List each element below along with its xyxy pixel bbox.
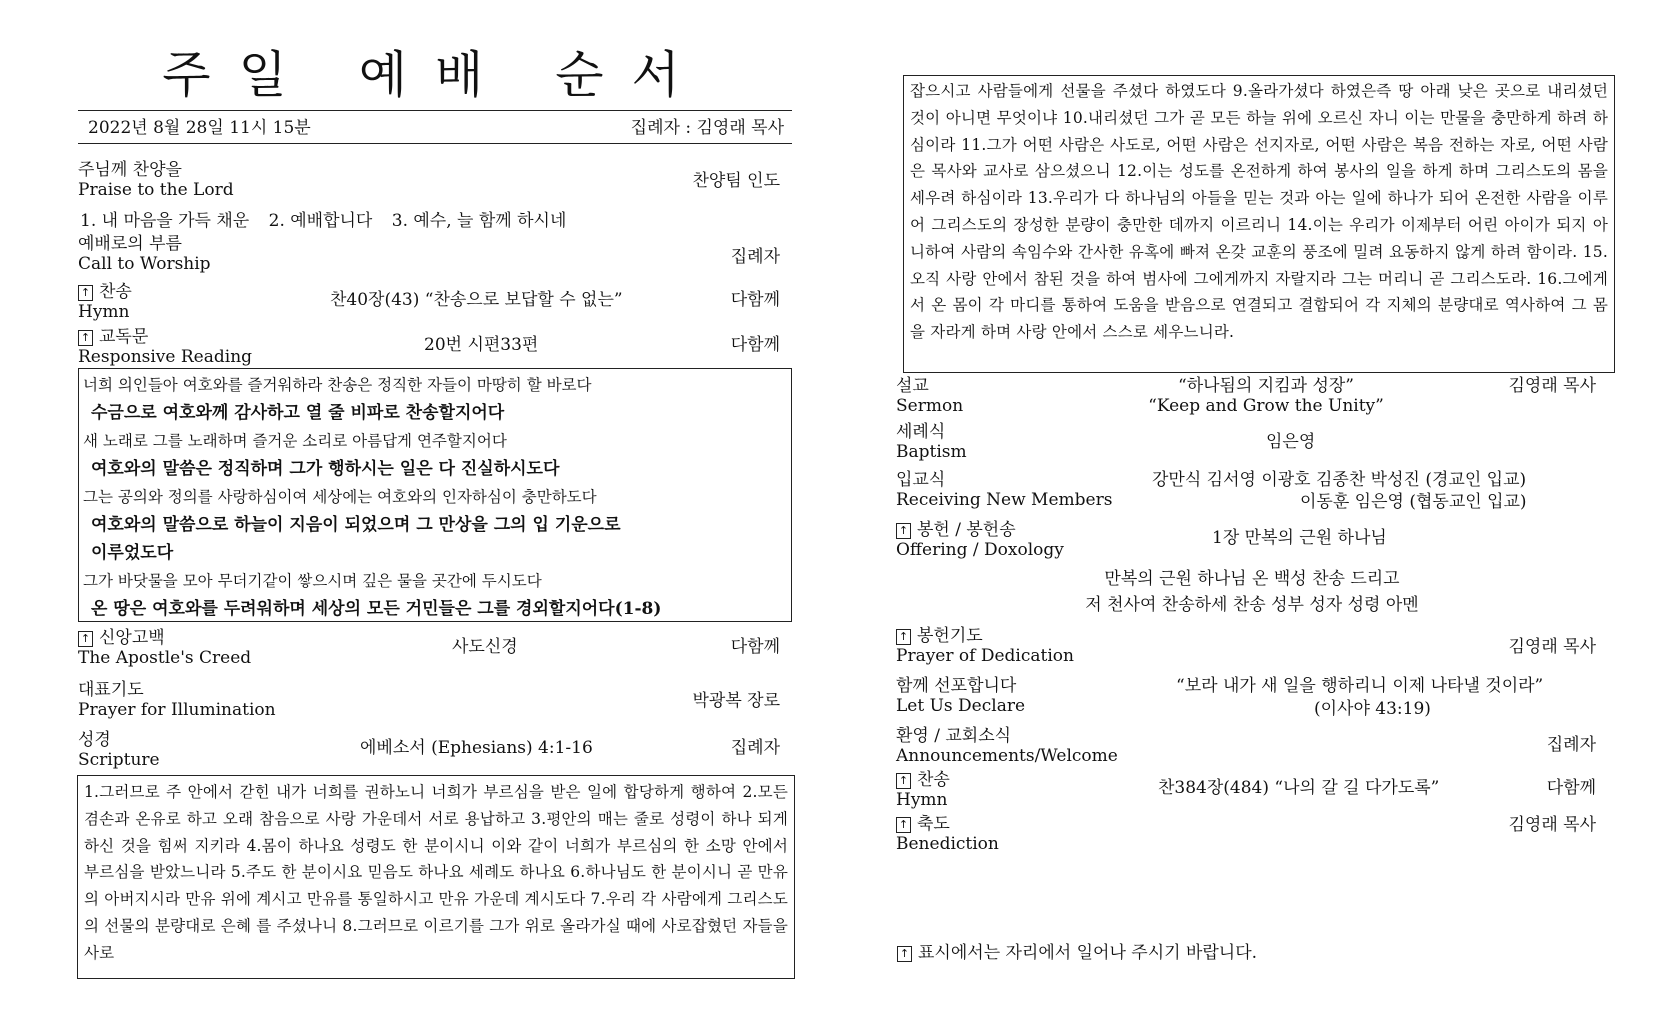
stand-up-icon: ↑ (78, 631, 93, 647)
stand-up-icon: ↑ (896, 523, 911, 539)
stand-up-icon: ↑ (896, 773, 911, 789)
item-leader: 다함께 (730, 335, 780, 355)
item-title-ko (896, 626, 983, 646)
item-title-en: Scripture (78, 750, 160, 770)
item-title-ko: 세례식 (896, 422, 946, 442)
item-title-text: 신앙고백 (99, 628, 165, 648)
order-announcements (896, 726, 1608, 770)
item-title-en: Let Us Declare (896, 696, 1026, 716)
list-item: 1. 내 마음을 가득 채운 (80, 211, 250, 231)
item-leader: 다함께 (730, 290, 780, 310)
order-offering (896, 520, 1608, 564)
reading-line-leader: 그는 공의와 정의를 사랑하심이여 세상에는 여호와의 인자하심이 충만하도다 (83, 488, 597, 506)
scripture-continued-box (903, 75, 1615, 373)
item-title-en: Hymn (78, 302, 130, 322)
item-title-en: Call to Worship (78, 254, 211, 274)
page-title: 주일 예배 순서 (162, 46, 708, 104)
praise-song-list (80, 206, 580, 231)
item-title-en: Benediction (896, 834, 999, 854)
item-leader: 김영래 목사 (1508, 376, 1596, 396)
declaration-verse: “보라 내가 새 일을 행하리니 이제 나타낼 것이라” (1176, 676, 1544, 696)
item-leader: 김영래 목사 (1508, 815, 1596, 835)
stand-up-icon: ↑ (78, 285, 93, 301)
item-title-ko: 설교 (896, 376, 929, 396)
item-leader: 김영래 목사 (1508, 637, 1596, 657)
doxology-line: 저 천사여 찬송하세 찬송 성부 성자 성령 아멘 (1085, 595, 1419, 615)
stand-up-icon: ↑ (78, 330, 93, 346)
sermon-title-ko: “하나됨의 지킴과 성장” (1178, 376, 1354, 396)
item-detail: 사도신경 (452, 637, 518, 657)
declaration-reference: (이사야 43:19) (1314, 699, 1431, 719)
stand-up-icon: ↑ (896, 629, 911, 645)
item-title-ko (78, 628, 165, 648)
order-hymn-closing (896, 770, 1608, 814)
reading-line-congregation: 온 땅은 여호와를 두려워하며 세상의 모든 거민들은 그를 경외할지어다(1-8) (91, 599, 662, 619)
order-declaration (896, 676, 1608, 720)
item-title-en: Responsive Reading (78, 347, 253, 367)
item-title-en: Praise to the Lord (78, 180, 234, 200)
item-title-ko: 환영 / 교회소식 (896, 726, 1012, 746)
order-apostles-creed (78, 628, 792, 672)
order-prayer (78, 680, 792, 724)
item-title-text: 봉헌기도 (917, 626, 983, 646)
item-title-en: Hymn (896, 790, 948, 810)
order-call-to-worship (78, 234, 792, 278)
order-benediction (896, 814, 1608, 858)
scripture-text: 1.그러므로 주 안에서 갇힌 내가 너희를 권하노니 너희가 부르심을 받은 일에 합당하게 행하여 2.모든 겸손과 온유로 하고 오래 참음으로 사랑 가운데서 서로 용납하고 3.평안의 매는 줄로 성령이 하나 되게 하신 것을 힘써 지키라 4.몸이 하나요 성령도 한 분이시니 이와 같이 너희가 부르심의 한 소망 안에서 부르심을 받았느니라 5.주도 한 분이시요 믿음도 하나요 세례도 하나요 6.하나님도 한 분이시니 곧 만유의 아버지시라 만유 위에 계시고 만유를 통일하시고 만유 가운데 계시도다 7.우리 각 사람에게 그리스도의 선물의 분량대로 은혜 를 주셨나니 8.그러므로 이르기를 그가 위로 올라가실 때에 사로잡혔던 자들을 사로 (84, 783, 788, 962)
doxology-line: 만복의 근원 하나님 온 백성 찬송 드리고 (1104, 569, 1400, 589)
item-leader: 찬양팀 인도 (692, 171, 780, 191)
item-title-ko: 성경 (78, 730, 111, 750)
service-leader: 집례자 : 김영래 목사 (630, 118, 784, 138)
stand-up-icon: ↑ (897, 946, 912, 962)
item-title-en: Offering / Doxology (896, 540, 1064, 560)
reading-line-congregation: 여호와의 말씀으로 하늘이 지음이 되었으며 그 만상을 그의 입 기운으로 (91, 515, 621, 535)
item-title-ko: 대표기도 (78, 680, 144, 700)
order-praise (78, 160, 792, 204)
item-title-en: Receiving New Members (896, 490, 1113, 510)
item-title-ko (896, 770, 950, 790)
item-title-ko (78, 327, 148, 347)
order-scripture (78, 730, 792, 774)
stand-note-text: 표시에서는 자리에서 일어나 주시기 바랍니다. (918, 943, 1258, 963)
reading-line-leader: 새 노래로 그를 노래하며 즐거운 소리로 아름답게 연주할지어다 (83, 432, 507, 450)
item-title-en: Baptism (896, 442, 967, 462)
scripture-text-continued: 잡으시고 사람들에게 선물을 주셨다 하였도다 9.올라가셨다 하였은즉 땅 아래 낮은 곳으로 내리셨던 것이 아니면 무엇이냐 10.내리셨던 그가 곧 모든 하늘 위에 오르신 자니 이는 만물을 충만하게 하려 하심이라 11.그가 어떤 사람은 사도로, 어떤 사람은 선지자로, 어떤 사람은 복음 전하는 자로, 어떤 사람은 목사와 교사로 삼으셨으니 12.이는 성도를 온전하게 하여 봉사의 일을 하게 하며 그리스도의 몸을 세우려 하심이라 13.우리가 다 하나님의 아들을 믿는 것과 아는 일에 하나가 되어 온전한 사람을 이루어 그리스도의 장성한 분량이 충만한 데까지 이르리니 14.이는 우리가 이제부터 어린 아이가 되지 아니하여 사람의 속임수와 간사한 유혹에 빠져 온갖 교훈의 풍조에 밀려 요동하지 않게 하려 함이라. 15.오직 사랑 안에서 참된 것을 하여 범사에 그에게까지 자랄지라 그는 머리니 곧 그리스도라. 16.그에게서 온 몸이 각 마디를 통하여 도움을 받음으로 연결되고 결합되어 각 지체의 분량대로 역사하여 그 몸을 자라게 하며 사랑 안에서 스스로 세우느니라. (910, 82, 1608, 342)
item-leader: 다함께 (1546, 778, 1596, 798)
item-title-text: 축도 (917, 814, 950, 834)
scripture-text-box (77, 775, 795, 979)
item-title-text: 찬송 (99, 282, 132, 302)
item-title-ko (896, 520, 1016, 540)
item-title-en: Prayer for Illumination (78, 700, 276, 720)
sermon-title-en: “Keep and Grow the Unity” (1148, 396, 1384, 416)
reading-line-congregation: 이루었도다 (91, 543, 174, 563)
item-leader: 집례자 (730, 738, 780, 758)
new-members-associate: 이동훈 임은영 (협동교인 입교) (1300, 492, 1527, 512)
order-baptism (896, 422, 1608, 466)
order-dedication-prayer (896, 626, 1608, 670)
order-hymn (78, 282, 792, 326)
item-leader: 다함께 (730, 637, 780, 657)
item-title-ko: 예배로의 부름 (78, 234, 182, 254)
item-title-en: Sermon (896, 396, 964, 416)
service-date: 2022년 8월 28일 11시 15분 (88, 118, 311, 138)
item-title-en: The Apostle's Creed (78, 648, 252, 668)
item-detail: 임은영 (1266, 432, 1316, 452)
item-title-ko: 주님께 찬양을 (78, 160, 182, 180)
item-title-text: 봉헌 / 봉헌송 (917, 520, 1016, 540)
reading-line-leader: 그가 바닷물을 모아 무더기같이 쌓으시며 깊은 물을 곳간에 두시도다 (83, 572, 542, 590)
item-detail: 20번 시편33편 (424, 335, 539, 355)
reading-line-congregation: 여호와의 말씀은 정직하며 그가 행하시는 일은 다 진실하시도다 (91, 459, 560, 479)
list-item: 3. 예수, 늘 함께 하시네 (391, 211, 567, 231)
item-title-en: Announcements/Welcome (896, 746, 1118, 766)
stand-note (897, 938, 1257, 963)
order-sermon (896, 376, 1608, 420)
item-title-ko: 함께 선포합니다 (896, 676, 1017, 696)
service-info-bar (78, 110, 792, 144)
item-detail: 찬384장(484) “나의 갈 길 다가도록” (1158, 778, 1440, 798)
list-item: 2. 예배합니다 (268, 211, 373, 231)
new-members-confirmed: 강만식 김서영 이광호 김종찬 박성진 (경교인 입교) (1152, 470, 1527, 490)
stand-up-icon: ↑ (896, 817, 911, 833)
item-title-ko (896, 814, 950, 834)
order-new-members (896, 470, 1608, 514)
item-title-text: 찬송 (917, 770, 950, 790)
item-detail: 1장 만복의 근원 하나님 (1212, 528, 1387, 548)
item-leader: 집례자 (730, 247, 780, 267)
item-leader: 집례자 (1546, 735, 1596, 755)
item-detail: 에베소서 (Ephesians) 4:1-16 (360, 738, 593, 758)
item-detail: 찬40장(43) “찬송으로 보답할 수 없는” (330, 290, 623, 310)
order-responsive-reading (78, 327, 792, 371)
item-title-en: Prayer of Dedication (896, 646, 1074, 666)
item-leader: 박광복 장로 (692, 691, 780, 711)
item-title-ko (78, 282, 132, 302)
reading-line-congregation: 수금으로 여호와께 감사하고 열 줄 비파로 찬송할지어다 (91, 403, 505, 423)
item-title-text: 교독문 (99, 327, 149, 347)
item-title-ko: 입교식 (896, 470, 946, 490)
reading-line-leader: 너희 의인들아 여호와를 즐거워하라 찬송은 정직한 자들이 마땅히 할 바로다 (83, 376, 592, 394)
responsive-reading-box (78, 368, 792, 622)
